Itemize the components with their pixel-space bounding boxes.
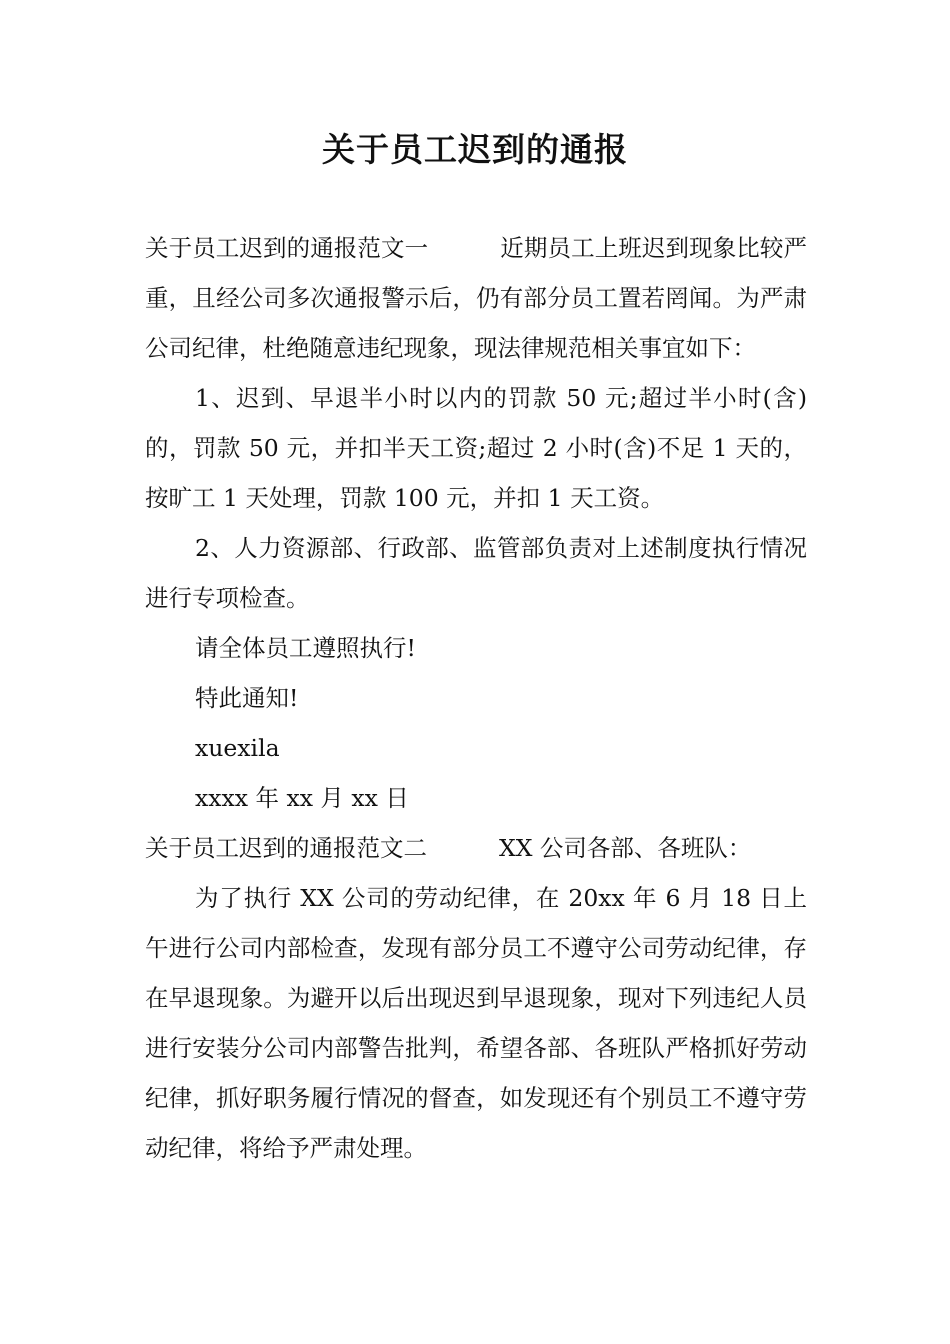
signature-line: xuexila [195,734,280,762]
date-line: xxxx 年 xx 月 xx 日 [195,784,409,812]
paragraph-intro [145,223,807,373]
document-body [145,223,807,1173]
instruction-line: 请全体员工遵照执行! [195,634,416,662]
rule-item-1: 1、迟到、早退半小时以内的罚款 50 元;超过半小时(含)的，罚款 50 元，并扣半天工资;超过 2 小时(含)不足 1 天的，按旷工 1 天处理，罚款 100 元，并扣 1 天工资。 [145,384,807,512]
document-title: 关于员工迟到的通报 [322,130,628,169]
recipient-line: XX 公司各部、各班队： [499,834,752,862]
section-heading-one: 关于员工迟到的通报范文一 [145,234,429,262]
section-two-heading-line [145,823,807,873]
rule-item-2: 2、人力资源部、行政部、监管部负责对上述制度执行情况进行专项检查。 [145,534,807,612]
notice-line: 特此通知! [195,684,299,712]
intro-text: 近期员工上班迟到现象比较严重，且经公司多次通报警示后，仍有部分员工置若罔闻。为严肃公司纪律，杜绝随意违纪现象，现法律规范相关事宜如下： [145,234,808,362]
section-heading-two: 关于员工迟到的通报范文二 [145,834,427,862]
section-two-body: 为了执行 XX 公司的劳动纪律，在 20xx 年 6 月 18 日上午进行公司内部检查，发现有部分员工不遵守公司劳动纪律，存在早退现象。为避开以后出现迟到早退现象，现对下列违纪人员进行安装分公司内部警告批判，希望各部、各班队严格抓好劳动纪律，抓好职务履行情况的督查，如发现还有个别员工不遵守劳动纪律，将给予严肃处理。 [145,884,807,1162]
